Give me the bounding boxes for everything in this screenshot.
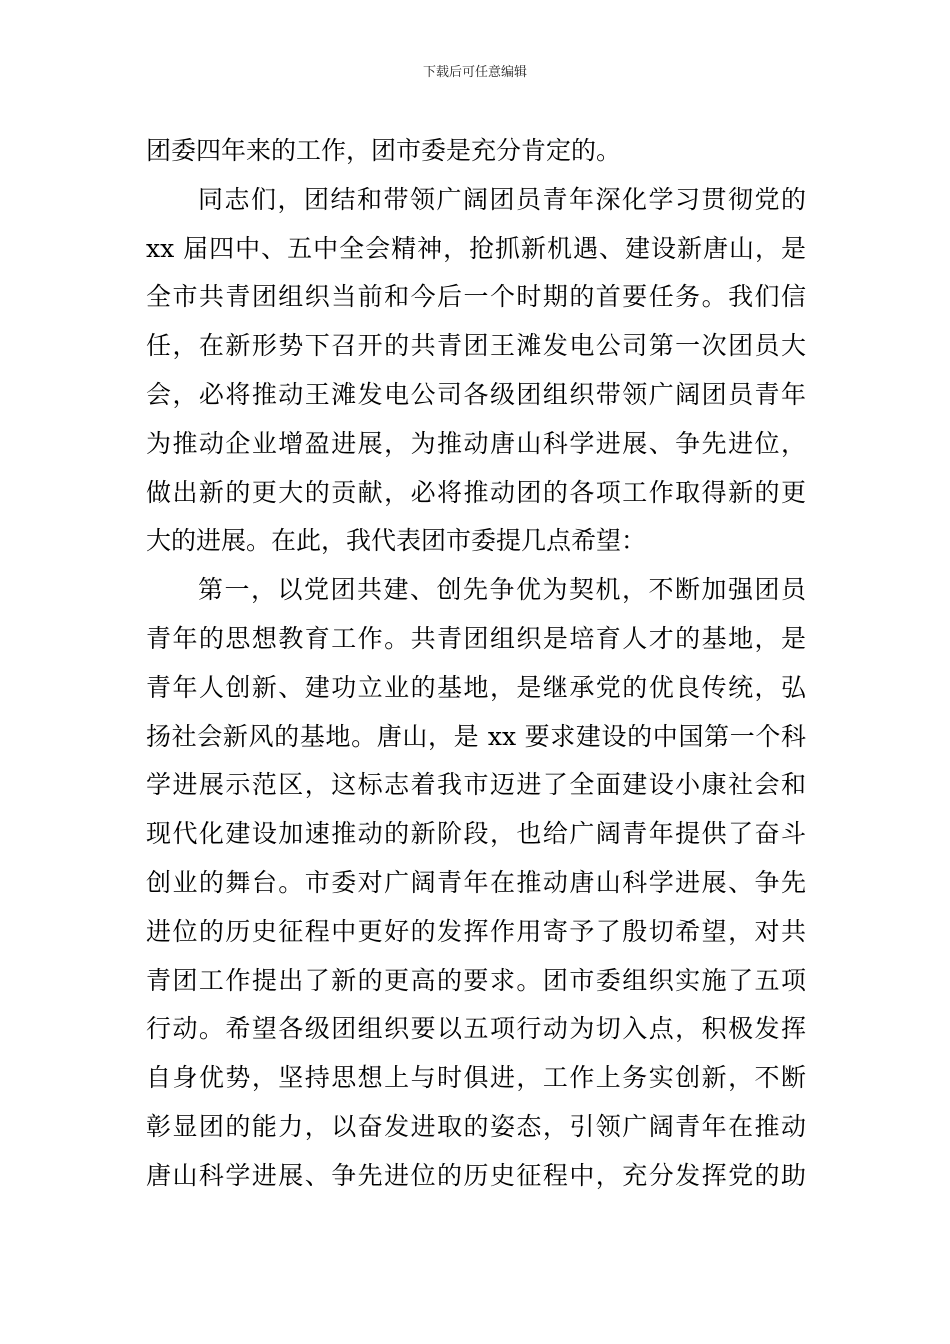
paragraph-line: 创业的舞台。市委对广阔青年在推动唐山科学进展、争先 bbox=[146, 867, 806, 897]
paragraph-line: 现代化建设加速推动的新阶段，也给广阔青年提供了奋斗 bbox=[146, 819, 806, 849]
paragraph-line: 唐山科学进展、争先进位的历史征程中，充分发挥党的助 bbox=[146, 1160, 806, 1190]
paragraph-line: 扬社会新风的基地。唐山，是 xx 要求建设的中国第一个科 bbox=[146, 721, 806, 751]
paragraph-line: 为推动企业增盈进展，为推动唐山科学进展、争先进位， bbox=[146, 428, 806, 458]
paragraph-line: 同志们，团结和带领广阔团员青年深化学习贯彻党的 bbox=[198, 184, 806, 214]
paragraph-line: 青年的思想教育工作。共青团组织是培育人才的基地，是 bbox=[146, 623, 806, 653]
paragraph-line: 青年人创新、建功立业的基地，是继承党的优良传统，弘 bbox=[146, 672, 806, 702]
paragraph-line: 任，在新形势下召开的共青团王滩发电公司第一次团员大 bbox=[146, 331, 806, 361]
paragraph-line: 进位的历史征程中更好的发挥作用寄予了殷切希望，对共 bbox=[146, 916, 806, 946]
paragraph-line: 青团工作提出了新的更高的要求。团市委组织实施了五项 bbox=[146, 965, 806, 995]
paragraph-line: 全市共青团组织当前和今后一个时期的首要任务。我们信 bbox=[146, 282, 806, 312]
paragraph-line: 彰显团的能力，以奋发进取的姿态，引领广阔青年在推动 bbox=[146, 1111, 806, 1141]
paragraph-line: 自身优势，坚持思想上与时俱进，工作上务实创新，不断 bbox=[146, 1063, 806, 1093]
document-body bbox=[146, 127, 806, 1201]
paragraph-line: xx 届四中、五中全会精神，抢抓新机遇、建设新唐山，是 bbox=[146, 233, 806, 263]
paragraph-line: 会，必将推动王滩发电公司各级团组织带领广阔团员青年 bbox=[146, 379, 806, 409]
paragraph-line: 大的进展。在此，我代表团市委提几点希望： bbox=[146, 526, 647, 556]
paragraph-line: 团委四年来的工作，团市委是充分肯定的。 bbox=[146, 136, 622, 165]
download-edit-note: 下载后可任意编辑 bbox=[422, 65, 527, 80]
paragraph-line: 做出新的更大的贡献，必将推动团的各项工作取得新的更 bbox=[146, 477, 806, 507]
paragraph-line: 学进展示范区，这标志着我市迈进了全面建设小康社会和 bbox=[146, 770, 806, 800]
paragraph-line: 第一，以党团共建、创先争优为契机，不断加强团员 bbox=[198, 575, 806, 605]
paragraph-line: 行动。希望各级团组织要以五项行动为切入点，积极发挥 bbox=[146, 1014, 806, 1044]
